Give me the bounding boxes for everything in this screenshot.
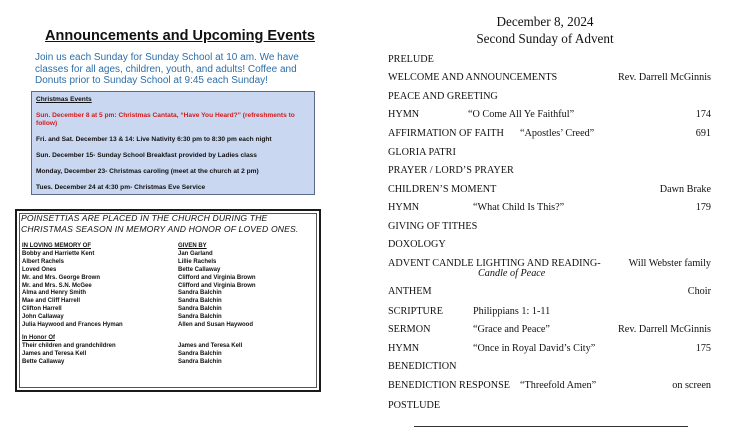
giver-name: Allen and Susan Haywood <box>178 322 254 329</box>
order-item-label: PEACE AND GREETING <box>388 91 498 102</box>
order-item-title: “What Child Is This?” <box>473 202 565 213</box>
order-item-title: Philippians 1: 1-11 <box>473 306 551 317</box>
order-item <box>388 109 711 123</box>
order-item-label: GIVING OF TITHES <box>388 221 478 232</box>
order-item-label: PRELUDE <box>388 54 434 65</box>
christmas-event: Sun. December 8 at 5 pm: Christmas Cantata, “Have You Heard?” (refreshments to follow) <box>36 112 295 127</box>
announcements-intro: Join us each Sunday for Sunday School at 10 am. We have classes for all ages, children, youth, and adults! Coffee and Donuts prior to Sunday School at 9:45 each Sunday! <box>35 52 299 86</box>
order-item <box>388 239 711 253</box>
memory-name: Albert Rachels <box>22 258 65 265</box>
order-item-label: HYMN <box>388 109 420 120</box>
order-item-label: ADVENT CANDLE LIGHTING AND READING- <box>388 258 601 269</box>
christmas-event: Tues. December 24 at 4:30 pm- Christmas Eve Service <box>36 184 206 191</box>
order-item <box>388 324 711 338</box>
giver-name: Jan Garland <box>178 250 213 257</box>
order-item-label: GLORIA PATRI <box>388 147 456 158</box>
memory-name: Loved Ones <box>22 266 57 273</box>
memory-name: Mr. and Mrs. S.N. McGee <box>22 282 92 289</box>
poinsettias-box <box>15 209 321 392</box>
order-item <box>388 380 711 394</box>
order-item-label: AFFIRMATION OF FAITH <box>388 128 504 139</box>
christmas-event: Fri. and Sat. December 13 & 14: Live Nativity 6:30 pm to 8:30 pm each night <box>36 136 272 143</box>
memory-name: Alma and Henry Smith <box>22 290 87 297</box>
order-item <box>388 306 711 320</box>
order-item <box>388 91 711 105</box>
giver-name: Sandra Balchin <box>178 306 222 313</box>
order-item-leader: Rev. Darrell McGinnis <box>618 324 711 335</box>
order-item-label: PRAYER / LORD’S PRAYER <box>388 165 514 176</box>
order-item-leader: Will Webster family <box>628 258 711 269</box>
order-item-leader: Choir <box>687 286 711 297</box>
service-date: December 8, 2024 <box>496 14 594 29</box>
giver-name: Sandra Balchin <box>178 350 222 357</box>
order-item-subtitle: Candle of Peace <box>478 268 546 279</box>
order-item <box>388 286 711 300</box>
order-item-label: HYMN <box>388 202 420 213</box>
giver-name: James and Teresa Kell <box>178 342 243 349</box>
order-item-title: “Once in Royal David’s City” <box>473 343 596 354</box>
giver-name: Clifford and Virginia Brown <box>178 274 256 281</box>
giver-name: Sandra Balchin <box>178 358 222 365</box>
giver-name: Sandra Balchin <box>178 314 222 321</box>
memory-name: Julia Haywood and Frances Hyman <box>22 322 123 329</box>
order-item-label: SCRIPTURE <box>388 306 443 317</box>
given-column <box>178 243 313 367</box>
order-item <box>388 147 711 161</box>
memory-name: Mae and Cliff Harrell <box>22 298 81 305</box>
memory-name: John Callaway <box>22 314 64 321</box>
christmas-events-heading: Christmas Events <box>36 96 92 103</box>
memory-header: IN LOVING MEMORY OF <box>22 243 92 249</box>
order-item-title: “Apostles’ Creed” <box>520 128 595 139</box>
order-item <box>388 165 711 179</box>
memory-name: Bobby and Harriette Kent <box>22 250 95 257</box>
order-item-label: DOXOLOGY <box>388 239 446 250</box>
order-item-title: “O Come All Ye Faithful” <box>468 109 575 120</box>
order-item-title: “Threefold Amen” <box>520 380 597 391</box>
order-item-label: WELCOME AND ANNOUNCEMENTS <box>388 72 558 83</box>
memory-column <box>22 243 177 367</box>
order-item-label: HYMN <box>388 343 420 354</box>
giver-name: Bette Callaway <box>178 266 221 273</box>
order-item-label: POSTLUDE <box>388 400 441 411</box>
order-item-title: “Grace and Peace” <box>473 324 550 335</box>
christmas-events-box <box>31 91 315 195</box>
order-item-label: SERMON <box>388 324 431 335</box>
order-item <box>388 221 711 235</box>
order-item-leader: Rev. Darrell McGinnis <box>618 72 711 83</box>
honor-name: James and Teresa Kell <box>22 350 87 357</box>
order-item-label: BENEDICTION RESPONSE <box>388 380 510 391</box>
announcements-title: Announcements and Upcoming Events <box>45 28 315 44</box>
service-title: Second Sunday of Advent <box>476 31 614 46</box>
giver-name: Sandra Balchin <box>178 290 222 297</box>
order-item-label: BENEDICTION <box>388 361 457 372</box>
order-item-number: 174 <box>695 109 711 120</box>
christmas-event: Sun. December 15- Sunday School Breakfast provided by Ladies class <box>36 152 257 159</box>
bottom-rule <box>414 426 688 427</box>
giver-name: Sandra Balchin <box>178 298 222 305</box>
christmas-event: Monday, December 23- Christmas caroling (meet at the church at 2 pm) <box>36 168 259 175</box>
order-item-leader: Dawn Brake <box>659 184 711 195</box>
given-header: GIVEN BY <box>178 243 207 249</box>
order-item <box>388 54 711 68</box>
order-item-leader: on screen <box>672 380 711 391</box>
order-item <box>388 343 711 357</box>
order-item <box>388 128 711 142</box>
memory-name: Mr. and Mrs. George Brown <box>22 274 101 281</box>
giver-name: Clifford and Virginia Brown <box>178 282 256 289</box>
giver-name: Lillie Rachels <box>178 258 217 265</box>
order-item <box>388 258 711 279</box>
honor-name: Their children and grandchildren <box>22 342 116 349</box>
honor-header: In Honor Of <box>22 334 55 341</box>
poinsettias-heading: POINSETTIAS ARE PLACED IN THE CHURCH DURING THE CHRISTMAS SEASON IN MEMORY AND HONOR OF LOVED ONES. <box>21 213 299 234</box>
order-item-number: 179 <box>695 202 711 213</box>
order-item-number: 691 <box>695 128 711 139</box>
order-item <box>388 202 711 216</box>
order-item-label: CHILDREN’S MOMENT <box>388 184 497 195</box>
order-item <box>388 400 711 414</box>
order-item-label: ANTHEM <box>388 286 432 297</box>
order-item <box>388 184 711 198</box>
memory-name: Clifton Harrell <box>22 306 62 313</box>
order-item <box>388 72 711 86</box>
order-item-number: 175 <box>695 343 711 354</box>
order-item <box>388 361 711 375</box>
honor-name: Bette Callaway <box>22 358 65 365</box>
